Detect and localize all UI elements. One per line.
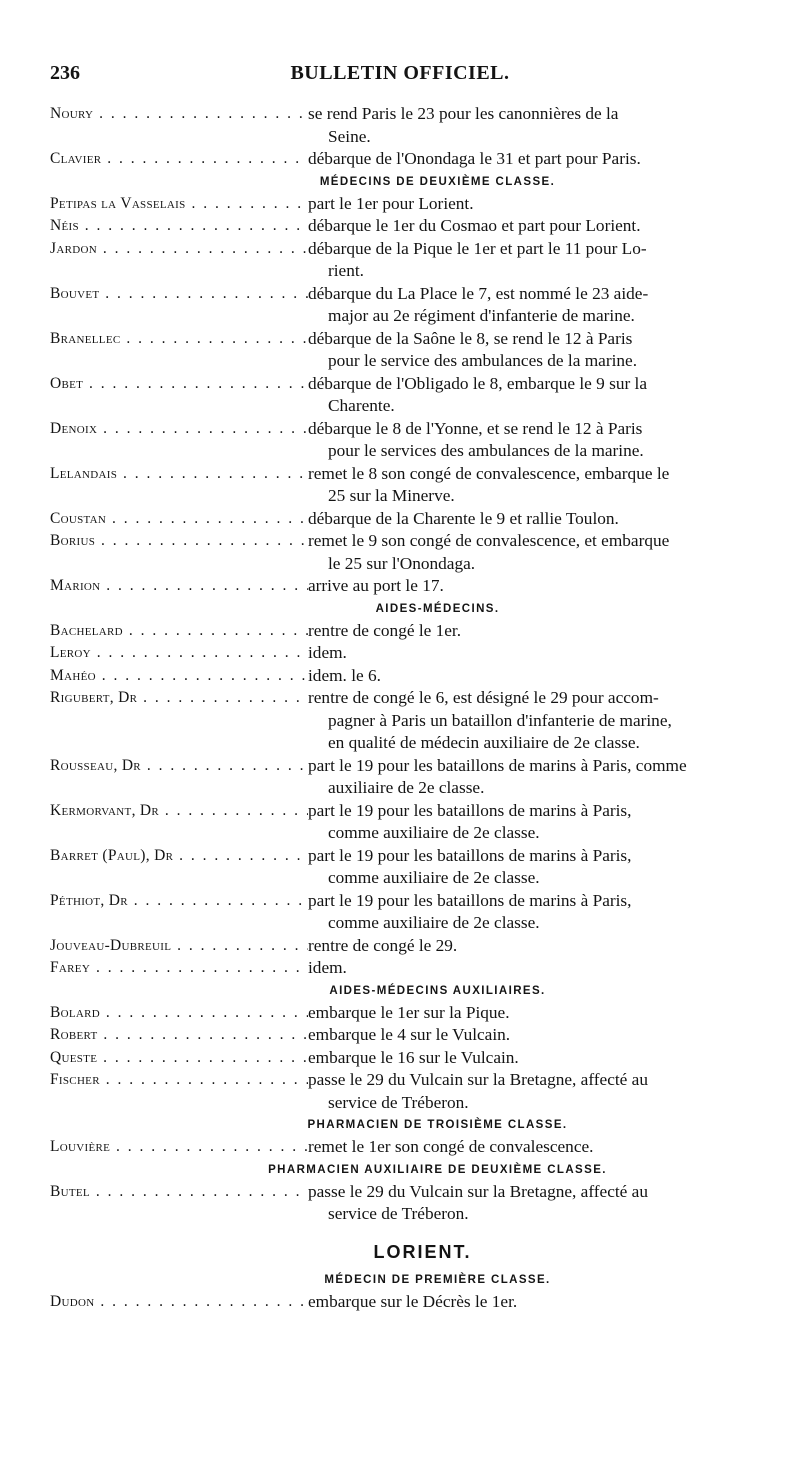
entry-line: service de Tréberon. [328, 1092, 469, 1112]
entry-row [50, 148, 755, 171]
group-pharmacien-auxiliaire [50, 1181, 755, 1226]
section-heading: MÉDECIN DE PREMIÈRE CLASSE. [324, 1273, 551, 1286]
entry-name: Queste . . . [50, 1047, 308, 1070]
entry-name: Branellec . . . [50, 328, 308, 373]
entry-row [50, 530, 755, 575]
entry-line: débarque le 8 de l'Yonne, et se rend le 12 à Paris [308, 418, 643, 438]
entry-line: débarque de la Pique le 1er et part le 11 pour Lo- [308, 238, 647, 258]
entry-name: Jouveau-Dubreuil . . . [50, 935, 308, 958]
entry-description [308, 620, 755, 643]
entry-line: rient. [328, 261, 364, 280]
entry-row [50, 283, 755, 328]
entry-name: Mahéo . . . [50, 665, 308, 688]
entry-description [308, 328, 755, 373]
entry-description [308, 575, 755, 598]
entry-line: part le 19 pour les bataillons de marins à Paris, [308, 890, 632, 910]
group-medecins-deuxieme [50, 193, 755, 598]
entry-line: pagner à Paris un bataillon d'infanterie de marine, [328, 710, 672, 730]
entry-description [308, 238, 755, 283]
entry-name: Butel . . . [50, 1181, 308, 1226]
entry-line: idem. [308, 643, 347, 662]
group-pharmacien-troisieme [50, 1136, 755, 1159]
entry-line: débarque de la Charente le 9 et rallie Toulon. [308, 508, 619, 528]
entry-description [308, 935, 755, 958]
entry-row [50, 575, 755, 598]
entry-name: Jardon . . . [50, 238, 308, 283]
entry-row [50, 1181, 755, 1226]
entry-line: arrive au port le 17. [308, 576, 444, 595]
entry-line: débarque de l'Onondaga le 31 et part pour Paris. [308, 149, 641, 168]
entry-name: Fischer . . . [50, 1069, 308, 1114]
entry-row [50, 215, 755, 238]
entry-row [50, 1024, 755, 1047]
entry-row [50, 957, 755, 980]
entry-line: idem. le 6. [308, 665, 381, 685]
entry-description [308, 1069, 755, 1114]
entry-description [308, 215, 755, 238]
entry-row [50, 687, 755, 755]
entry-line: débarque de l'Obligado le 8, embarque le 9 sur la [308, 373, 648, 393]
entry-name: Lelandais . . . [50, 463, 308, 508]
entry-name: Bouvet . . . [50, 283, 308, 328]
section-heading: AIDES-MÉDECINS. [375, 602, 500, 615]
entry-name: Kermorvant, Dr . . . [50, 800, 308, 845]
entry-description [308, 642, 755, 665]
group-medecins-premiere [50, 103, 755, 171]
entry-line: embarque le 16 sur le Vulcain. [308, 1047, 519, 1067]
section-heading: PHARMACIEN AUXILIAIRE DE DEUXIÈME CLASSE. [268, 1163, 607, 1176]
entry-line: embarque le 1er sur la Pique. [308, 1002, 510, 1022]
entry-description [308, 1047, 755, 1070]
entry-name: Robert . . . [50, 1024, 308, 1047]
entry-description [308, 103, 755, 148]
entry-row [50, 193, 755, 216]
entry-name: Rigubert, Dr . . . [50, 687, 308, 755]
entry-description [308, 845, 755, 890]
entry-line: idem. [308, 958, 347, 977]
group-aides-medecins [50, 620, 755, 980]
entry-line: débarque de la Saône le 8, se rend le 12 à Paris [308, 328, 633, 348]
group-lorient-medecin [50, 1291, 755, 1314]
entry-line: débarque le 1er du Cosmao et part pour Lorient. [308, 216, 641, 235]
entry-line: comme auxiliaire de 2e classe. [328, 868, 540, 887]
entry-line: auxiliaire de 2e classe. [328, 778, 485, 797]
entry-name: Rousseau, Dr . . . [50, 755, 308, 800]
entry-line: Charente. [328, 396, 395, 415]
entry-name: Néis . . . [50, 215, 308, 238]
entry-name: Farey . . . [50, 957, 308, 980]
page-header [50, 62, 750, 92]
entry-name: Louvière . . . [50, 1136, 308, 1159]
entry-description [308, 890, 755, 935]
entry-line: part le 19 pour les bataillons de marins à Paris, [308, 845, 632, 865]
entry-name: Clavier . . . [50, 148, 308, 171]
page-title: BULLETIN OFFICIEL. [290, 62, 510, 84]
entry-name: Péthiot, Dr . . . [50, 890, 308, 935]
entry-description [308, 463, 755, 508]
entry-line: rentre de congé le 29. [308, 935, 458, 955]
entry-row [50, 238, 755, 283]
entry-line: passe le 29 du Vulcain sur la Bretagne, affecté au [308, 1070, 648, 1089]
entry-line: en qualité de médecin auxiliaire de 2e classe. [328, 733, 640, 752]
entry-description [308, 755, 755, 800]
entry-line: rentre de congé le 6, est désigné le 29 pour accom- [308, 688, 659, 707]
entry-line: remet le 1er son congé de convalescence. [308, 1137, 594, 1156]
entry-line: comme auxiliaire de 2e classe. [328, 823, 540, 842]
group-aides-auxiliaires [50, 1002, 755, 1115]
entry-description [308, 687, 755, 755]
entry-description [308, 1002, 755, 1025]
entry-row [50, 1047, 755, 1070]
entry-line: service de Tréberon. [328, 1204, 469, 1223]
entry-name: Denoix . . . [50, 418, 308, 463]
entry-line: le 25 sur l'Onondaga. [328, 553, 476, 573]
entry-line: rentre de congé le 1er. [308, 620, 462, 640]
entry-line: comme auxiliaire de 2e classe. [328, 913, 540, 932]
entry-description [308, 508, 755, 531]
entry-row [50, 935, 755, 958]
entry-description [308, 1136, 755, 1159]
entry-row [50, 620, 755, 643]
section-heading: MÉDECINS DE DEUXIÈME CLASSE. [319, 175, 556, 188]
entry-row [50, 890, 755, 935]
entry-name: Coustan . . . [50, 508, 308, 531]
entry-name: Obet . . . [50, 373, 308, 418]
city-heading: LORIENT. [373, 1241, 472, 1262]
entry-description [308, 530, 755, 575]
entry-description [308, 418, 755, 463]
entry-line: se rend Paris le 23 pour les canonnières de la [308, 104, 619, 123]
entry-description [308, 283, 755, 328]
entry-name: Bachelard . . . [50, 620, 308, 643]
entry-row [50, 1069, 755, 1114]
entry-line: part le 19 pour les bataillons de marins à Paris, comme [308, 755, 687, 775]
entry-row [50, 800, 755, 845]
entry-line: remet le 8 son congé de convalescence, embarque le [308, 463, 670, 483]
entry-description [308, 193, 755, 216]
entry-name: Leroy . . . [50, 642, 308, 665]
entry-name: Borius . . . [50, 530, 308, 575]
content [50, 103, 755, 1313]
entry-line: embarque le 4 sur le Vulcain. [308, 1025, 511, 1044]
section-heading: PHARMACIEN DE TROISIÈME CLASSE. [307, 1119, 568, 1131]
entry-description [308, 1181, 755, 1226]
entry-name: Dudon . . . [50, 1291, 308, 1314]
entry-name: Marion . . . [50, 575, 308, 598]
entry-row [50, 1291, 755, 1314]
entry-description [308, 1291, 755, 1314]
entry-row [50, 845, 755, 890]
entry-row [50, 1002, 755, 1025]
entry-line: pour le services des ambulances de la marine. [328, 441, 644, 460]
entry-name: Petipas la Vasselais . . . [50, 193, 308, 216]
entry-row [50, 418, 755, 463]
entry-line: débarque du La Place le 7, est nommé le 23 aide- [308, 283, 649, 303]
entry-line: passe le 29 du Vulcain sur la Bretagne, affecté au [308, 1181, 648, 1201]
entry-line: part le 1er pour Lorient. [308, 193, 474, 213]
page-number: 236 [50, 62, 80, 84]
entry-description [308, 957, 755, 980]
entry-line: major au 2e régiment d'infanterie de marine. [328, 306, 635, 325]
entry-description [308, 1024, 755, 1047]
entry-line: remet le 9 son congé de convalescence, et embarque [308, 531, 670, 550]
entry-row [50, 103, 755, 148]
entry-name: Noury . . . [50, 103, 308, 148]
entry-row [50, 508, 755, 531]
entry-description [308, 148, 755, 171]
entry-row [50, 1136, 755, 1159]
entry-row [50, 373, 755, 418]
entry-row [50, 328, 755, 373]
entry-row [50, 642, 755, 665]
section-heading: AIDES-MÉDECINS AUXILIAIRES. [329, 984, 546, 997]
entry-description [308, 373, 755, 418]
entry-description [308, 800, 755, 845]
entry-line: part le 19 pour les bataillons de marins à Paris, [308, 800, 632, 820]
entry-row [50, 665, 755, 688]
entry-row [50, 755, 755, 800]
entry-line: 25 sur la Minerve. [328, 486, 455, 505]
entry-description [308, 665, 755, 688]
entry-name: Bolard . . . [50, 1002, 308, 1025]
entry-line: pour le service des ambulances de la marine. [328, 351, 638, 370]
entry-line: Seine. [328, 126, 371, 146]
entry-name: Barret (Paul), Dr . . . [50, 845, 308, 890]
entry-line: embarque sur le Décrès le 1er. [308, 1291, 518, 1311]
entry-row [50, 463, 755, 508]
